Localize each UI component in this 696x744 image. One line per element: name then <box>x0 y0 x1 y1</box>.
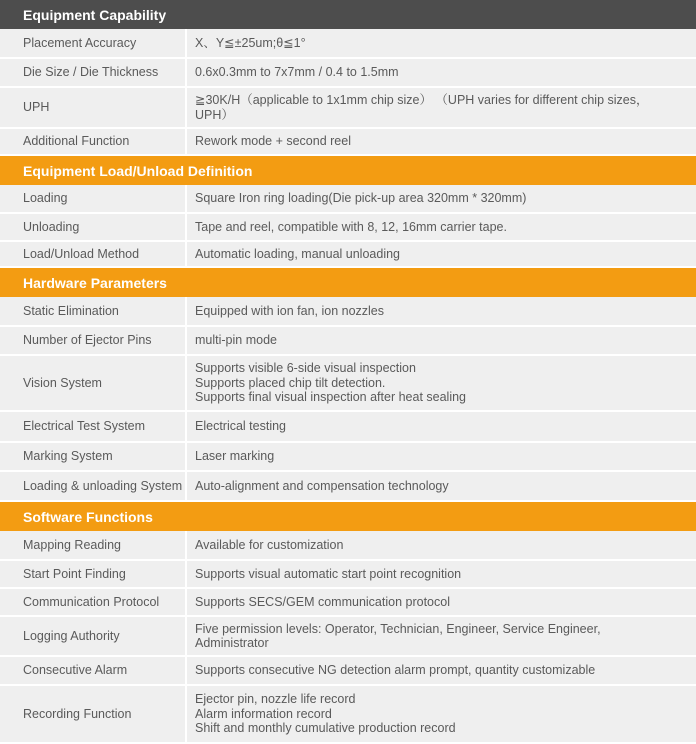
table-row <box>0 242 696 268</box>
table-row <box>0 185 696 214</box>
row-value-cell <box>187 412 696 441</box>
table-row <box>0 129 696 156</box>
row-value-cell <box>187 242 696 266</box>
row-label: Electrical Test System <box>0 412 185 441</box>
row-label: UPH <box>0 88 185 127</box>
row-label: Loading <box>0 185 185 212</box>
row-value: Auto-alignment and compensation technology <box>195 478 449 493</box>
row-value: Supports visible 6-side visual inspection Supports placed chip tilt detection. Supports final visual inspection after heat sealing <box>195 361 466 405</box>
row-value: Laser marking <box>195 449 275 464</box>
row-value: Square Iron ring loading(Die pick-up area 320mm * 320mm) <box>195 191 527 206</box>
row-value: ≧30K/H（applicable to 1x1mm chip size） （UPH varies for different chip sizes，UPH） <box>195 93 649 122</box>
row-value: Supports visual automatic start point recognition <box>195 566 462 581</box>
section-header-software-functions: Software Functions <box>0 502 696 531</box>
table-row <box>0 327 696 356</box>
row-value-cell <box>187 214 696 240</box>
row-label: Communication Protocol <box>0 589 185 615</box>
row-label: Load/Unload Method <box>0 242 185 266</box>
row-label: Consecutive Alarm <box>0 657 185 684</box>
row-value-cell <box>187 617 696 655</box>
row-label: Logging Authority <box>0 617 185 655</box>
table-row <box>0 561 696 589</box>
table-row <box>0 443 696 472</box>
row-label: Marking System <box>0 443 185 470</box>
table-row <box>0 59 696 88</box>
row-value-cell <box>187 657 696 684</box>
row-value: Supports SECS/GEM communication protocol <box>195 594 450 609</box>
row-value: Rework mode + second reel <box>195 134 351 149</box>
table-row <box>0 29 696 59</box>
row-value: 0.6x0.3mm to 7x7mm / 0.4 to 1.5mm <box>195 65 399 80</box>
row-label: Die Size / Die Thickness <box>0 59 185 86</box>
row-value: Ejector pin, nozzle life record Alarm information record Shift and monthly cumulative production record <box>195 692 456 736</box>
table-row <box>0 589 696 617</box>
row-value-cell <box>187 297 696 325</box>
row-value-cell <box>187 443 696 470</box>
table-row <box>0 657 696 686</box>
section-header-equipment-load-unload-definition: Equipment Load/Unload Definition <box>0 156 696 185</box>
row-label: Mapping Reading <box>0 531 185 559</box>
table-row <box>0 686 696 744</box>
row-label: Loading & unloading System <box>0 472 185 500</box>
row-value-cell <box>187 88 696 127</box>
row-value-cell <box>187 185 696 212</box>
row-value: Available for customization <box>195 537 344 552</box>
row-value-cell <box>187 531 696 559</box>
table-row <box>0 412 696 443</box>
table-row <box>0 297 696 327</box>
row-value: Automatic loading, manual unloading <box>195 246 400 261</box>
row-value: Equipped with ion fan, ion nozzles <box>195 303 385 318</box>
row-value: multi-pin mode <box>195 333 277 348</box>
table-row <box>0 617 696 657</box>
row-value-cell <box>187 561 696 587</box>
row-label: Additional Function <box>0 129 185 154</box>
row-value: X、Y≦±25um;θ≦1° <box>195 35 306 50</box>
row-value-cell <box>187 686 696 742</box>
row-value-cell <box>187 589 696 615</box>
table-row <box>0 214 696 242</box>
section-header-hardware-parameters: Hardware Parameters <box>0 268 696 297</box>
row-value-cell <box>187 327 696 354</box>
row-value: Supports consecutive NG detection alarm prompt, quantity customizable <box>195 663 596 678</box>
row-value-cell <box>187 472 696 500</box>
row-value: Electrical testing <box>195 419 287 434</box>
row-value-cell <box>187 356 696 410</box>
table-row <box>0 88 696 129</box>
row-value: Five permission levels: Operator, Technician, Engineer, Service Engineer, Administrator <box>195 621 601 650</box>
row-label: Recording Function <box>0 686 185 742</box>
table-row <box>0 531 696 561</box>
row-label: Static Elimination <box>0 297 185 325</box>
row-label: Start Point Finding <box>0 561 185 587</box>
row-label: Vision System <box>0 356 185 410</box>
row-value-cell <box>187 59 696 86</box>
row-value: Tape and reel, compatible with 8, 12, 16mm carrier tape. <box>195 219 507 234</box>
row-label: Number of Ejector Pins <box>0 327 185 354</box>
row-value-cell <box>187 129 696 154</box>
row-label: Placement Accuracy <box>0 29 185 57</box>
row-label: Unloading <box>0 214 185 240</box>
section-header-equipment-capability: Equipment Capability <box>0 0 696 29</box>
table-row <box>0 472 696 502</box>
table-row <box>0 356 696 412</box>
row-value-cell <box>187 29 696 57</box>
